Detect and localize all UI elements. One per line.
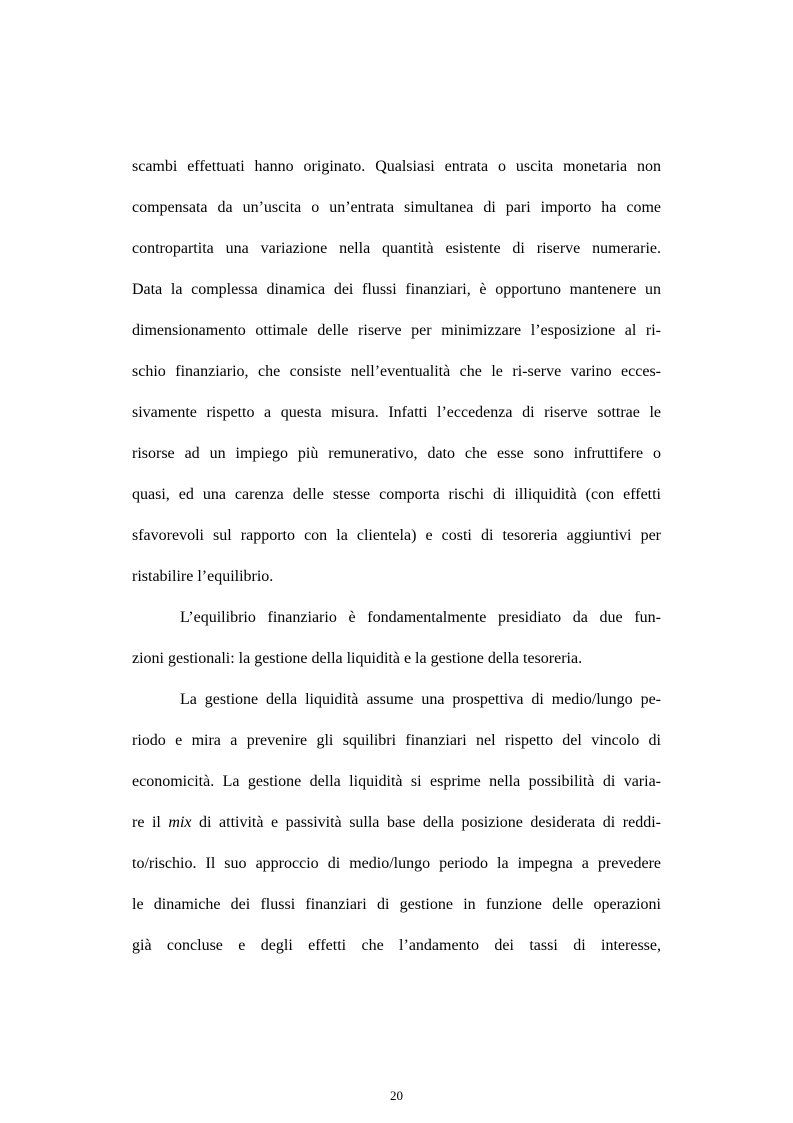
text-segment: già concluse e degli effetti che l’andamento dei tassi di interesse,: [132, 937, 661, 954]
paragraph: [132, 679, 661, 966]
text-line: [132, 146, 661, 187]
text-line: [132, 351, 661, 392]
text-line: [132, 597, 661, 638]
text-line: [132, 761, 661, 802]
text-line: [132, 187, 661, 228]
text-segment: contropartita una variazione nella quantità esistente di riserve numerarie.: [132, 240, 661, 257]
text-line: [132, 638, 661, 679]
text-segment: economicità. La gestione della liquidità si esprime nella possibilità di varia-: [132, 773, 661, 790]
text-segment: re il: [132, 814, 169, 831]
text-line: [132, 228, 661, 269]
text-segment: compensata da un’uscita o un’entrata simultanea di pari importo ha come: [132, 199, 661, 216]
text-segment: Data la complessa dinamica dei flussi finanziari, è opportuno mantenere un: [132, 281, 661, 298]
text-line: [132, 310, 661, 351]
text-segment: di attività e passività sulla base della posizione desiderata di reddi-: [191, 814, 661, 831]
text-line: [132, 433, 661, 474]
text-line: [132, 802, 661, 843]
text-line: [132, 720, 661, 761]
text-segment: to/rischio. Il suo approccio di medio/lungo periodo la impegna a prevedere: [132, 855, 661, 872]
text-segment: ristabilire l’equilibrio.: [132, 568, 274, 585]
text-segment: risorse ad un impiego più remunerativo, dato che esse sono infruttifere o: [132, 445, 661, 462]
text-segment: riodo e mira a prevenire gli squilibri finanziari nel rispetto del vincolo di: [132, 732, 661, 749]
text-segment: sivamente rispetto a questa misura. Infatti l’eccedenza di riserve sottrae le: [132, 404, 661, 421]
text-line: [132, 884, 661, 925]
italic-term: mix: [168, 814, 192, 831]
text-segment: sfavorevoli sul rapporto con la clientela) e costi di tesoreria aggiuntivi per: [132, 527, 661, 544]
text-line: [132, 392, 661, 433]
text-segment: scambi effettuati hanno originato. Qualsiasi entrata o uscita monetaria non: [132, 158, 661, 175]
text-line: [132, 515, 661, 556]
text-segment: le dinamiche dei flussi finanziari di gestione in funzione delle operazioni: [132, 896, 661, 913]
text-segment: La gestione della liquidità assume una prospettiva di medio/lungo pe-: [180, 691, 661, 708]
text-segment: dimensionamento ottimale delle riserve per minimizzare l’esposizione al ri-: [132, 322, 661, 339]
text-segment: L’equilibrio finanziario è fondamentalmente presidiato da due fun-: [180, 609, 661, 626]
text-segment: schio finanziario, che consiste nell’eventualità che le ri-serve varino ecces-: [132, 363, 661, 380]
text-line: [132, 679, 661, 720]
paragraph: [132, 597, 661, 679]
text-line: [132, 556, 661, 597]
page-number: 20: [390, 1088, 403, 1103]
body-text: [132, 146, 661, 966]
text-line: [132, 925, 661, 966]
text-line: [132, 269, 661, 310]
text-line: [132, 474, 661, 515]
text-line: [132, 843, 661, 884]
text-segment: quasi, ed una carenza delle stesse comporta rischi di illiquidità (con effetti: [132, 486, 661, 503]
paragraph: [132, 146, 661, 597]
text-segment: zioni gestionali: la gestione della liquidità e la gestione della tesoreria.: [132, 650, 583, 667]
